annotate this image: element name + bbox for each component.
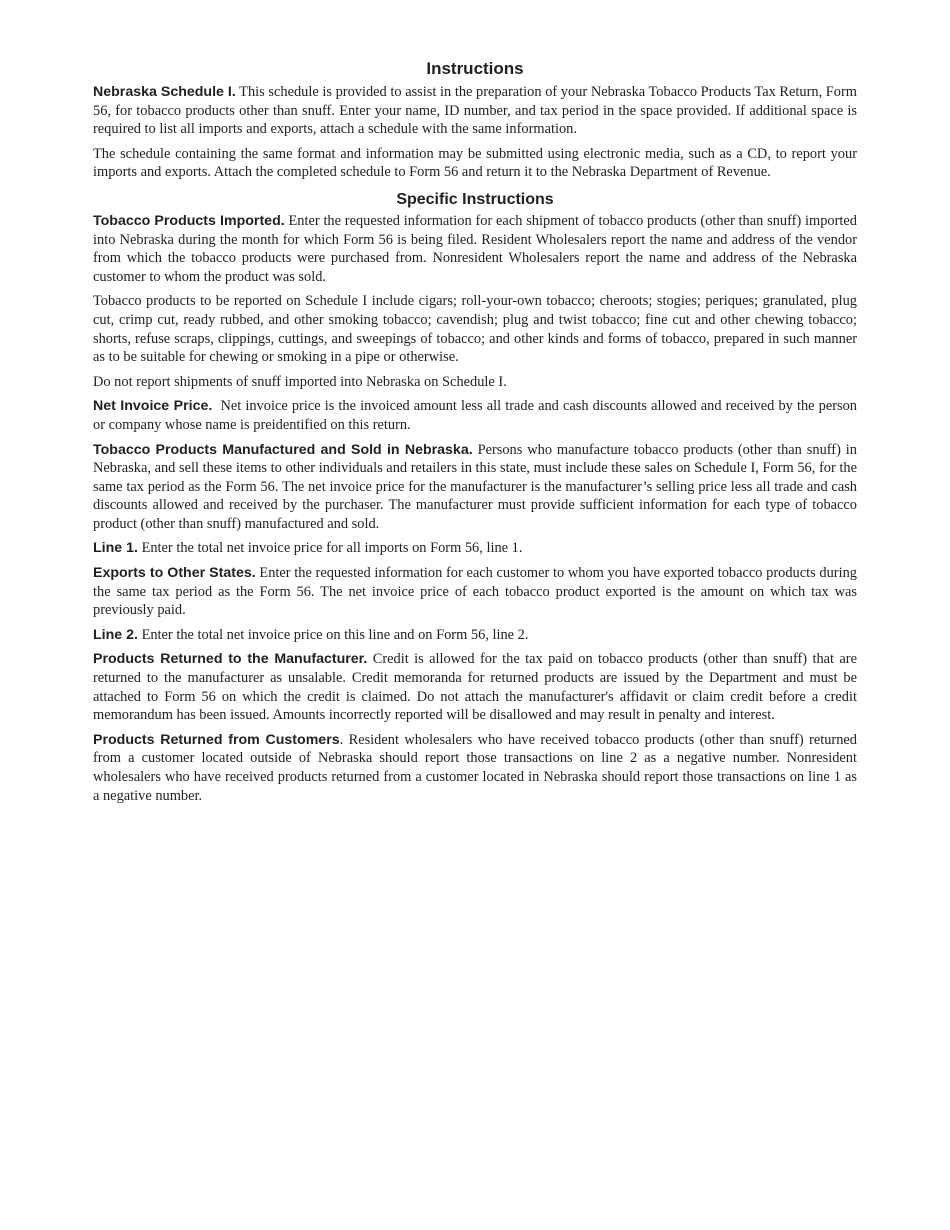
paragraph-products-list — [93, 292, 857, 366]
paragraph-lead: Nebraska Schedule I. — [93, 84, 236, 100]
paragraph-text: Do not report shipments of snuff imported into Nebraska on Schedule I. — [93, 373, 507, 390]
paragraph-lead: Tobacco Products Imported. — [93, 212, 285, 229]
paragraph-lead: Line 2. — [93, 626, 138, 643]
paragraph-lead: Exports to Other States. — [93, 565, 256, 582]
page-title: Instructions — [426, 59, 524, 78]
paragraph-text: . Resident wholesalers who have received tobacco products (other than snuff) returned from a customer located outside of Nebraska should report those transactions on line 2 as a negative number. Nonresident wholesalers who have received products returned from a customer located in Nebraska should report those transactions on line 1 as a negative number. — [93, 731, 857, 804]
paragraph-text: Persons who manufacture tobacco products (other than snuff) in Nebraska, and sell these items to other individuals and retailers in this state, must include these sales on Schedule I, Form 56, for the same tax period as the Form 56. The net invoice price for the manufacturer is the manufacturer’s selling price less all trade and cash discounts allowed and received by the purchaser. The manufacturer must provide sufficient information for each type of tobacco product (other than snuff) manufactured and sold. — [93, 441, 857, 532]
intro-paragraph-electronic — [93, 145, 857, 182]
paragraph-lead: Tobacco Products Manufactured and Sold in Nebraska. — [93, 441, 473, 458]
paragraph-text: Enter the total net invoice price on this line and on Form 56, line 2. — [141, 626, 529, 643]
paragraph-net-invoice-price — [93, 397, 857, 434]
paragraph-manufactured-sold — [93, 441, 857, 534]
paragraph-no-snuff — [93, 373, 857, 392]
paragraph-lead: Net Invoice Price. — [93, 398, 213, 415]
paragraph-text: The schedule containing the same format and information may be submitted using electronic media, such as a CD, to report your imports and exports. Attach the completed schedule to Form 56 and return it to the Nebraska Department of Revenue. — [93, 145, 857, 181]
paragraph-lead: Products Returned to the Manufacturer. — [93, 651, 368, 668]
paragraph-text: Tobacco products to be reported on Schedule I include cigars; roll-your-own tobacco; cheroots; stogies; periques; granulated, plug cut, crimp cut, ready rubbed, and other smoking tobacco; cavendish; plug and twist tobacco; fine cut and other chewing tobacco; shorts, refuse scraps, clippings, cuttings, and sweepings of tobacco; and other kinds and forms of tobacco, prepared in such manner as to be suitable for chewing or smoking in a pipe or otherwise. — [93, 293, 857, 366]
paragraph-line-1 — [93, 539, 857, 558]
paragraph-returned-from-customers — [93, 731, 857, 805]
paragraph-text: Enter the total net invoice price for all imports on Form 56, line 1. — [141, 540, 523, 557]
paragraph-lead: Products Returned from Customers — [93, 731, 340, 748]
section-title: Specific Instructions — [396, 190, 554, 208]
paragraph-text: Credit is allowed for the tax paid on tobacco products (other than snuff) that are returned to the manufacturer as unsalable. Credit memoranda for returned products are issued by the Department and must be attached to Form 56 on which the credit is claimed. Do not attach the manufacturer's affidavit or claim credit before a credit memorandum has been issued. Amounts incorrectly reported will be disallowed and may result in penalty and interest. — [93, 651, 857, 724]
instructions-page — [93, 58, 857, 811]
paragraph-lead: Line 1. — [93, 540, 138, 557]
paragraph-exports — [93, 564, 857, 620]
paragraph-text: Net invoice price is the invoiced amount less all trade and cash discounts allowed and received by the person or company whose name is preidentified on this return. — [93, 398, 857, 433]
paragraph-text: This schedule is provided to assist in the preparation of your Nebraska Tobacco Products Tax Return, Form 56, for tobacco products other than snuff. Enter your name, ID number, and tax period in the space provided. If additional space is required to list all imports and exports, attach a schedule with the same information. — [93, 84, 857, 138]
paragraph-line-2 — [93, 626, 857, 645]
paragraph-text: Enter the requested information for each shipment of tobacco products (other than snuff) imported into Nebraska during the month for which Form 56 is being filed. Resident Wholesalers report the name and address of the vendor from which the tobacco products were purchased from. Nonresident Wholesalers report the name and address of the Nebraska customer to whom the product was sold. — [93, 212, 857, 285]
paragraph-text: Enter the requested information for each customer to whom you have exported tobacco products during the same tax period as the Form 56. The net invoice price of each tobacco product exported is the amount on which tax was previously paid. — [93, 565, 857, 619]
intro-paragraph-schedule — [93, 83, 857, 139]
paragraph-tobacco-imported — [93, 212, 857, 286]
paragraph-returned-to-manufacturer — [93, 650, 857, 724]
